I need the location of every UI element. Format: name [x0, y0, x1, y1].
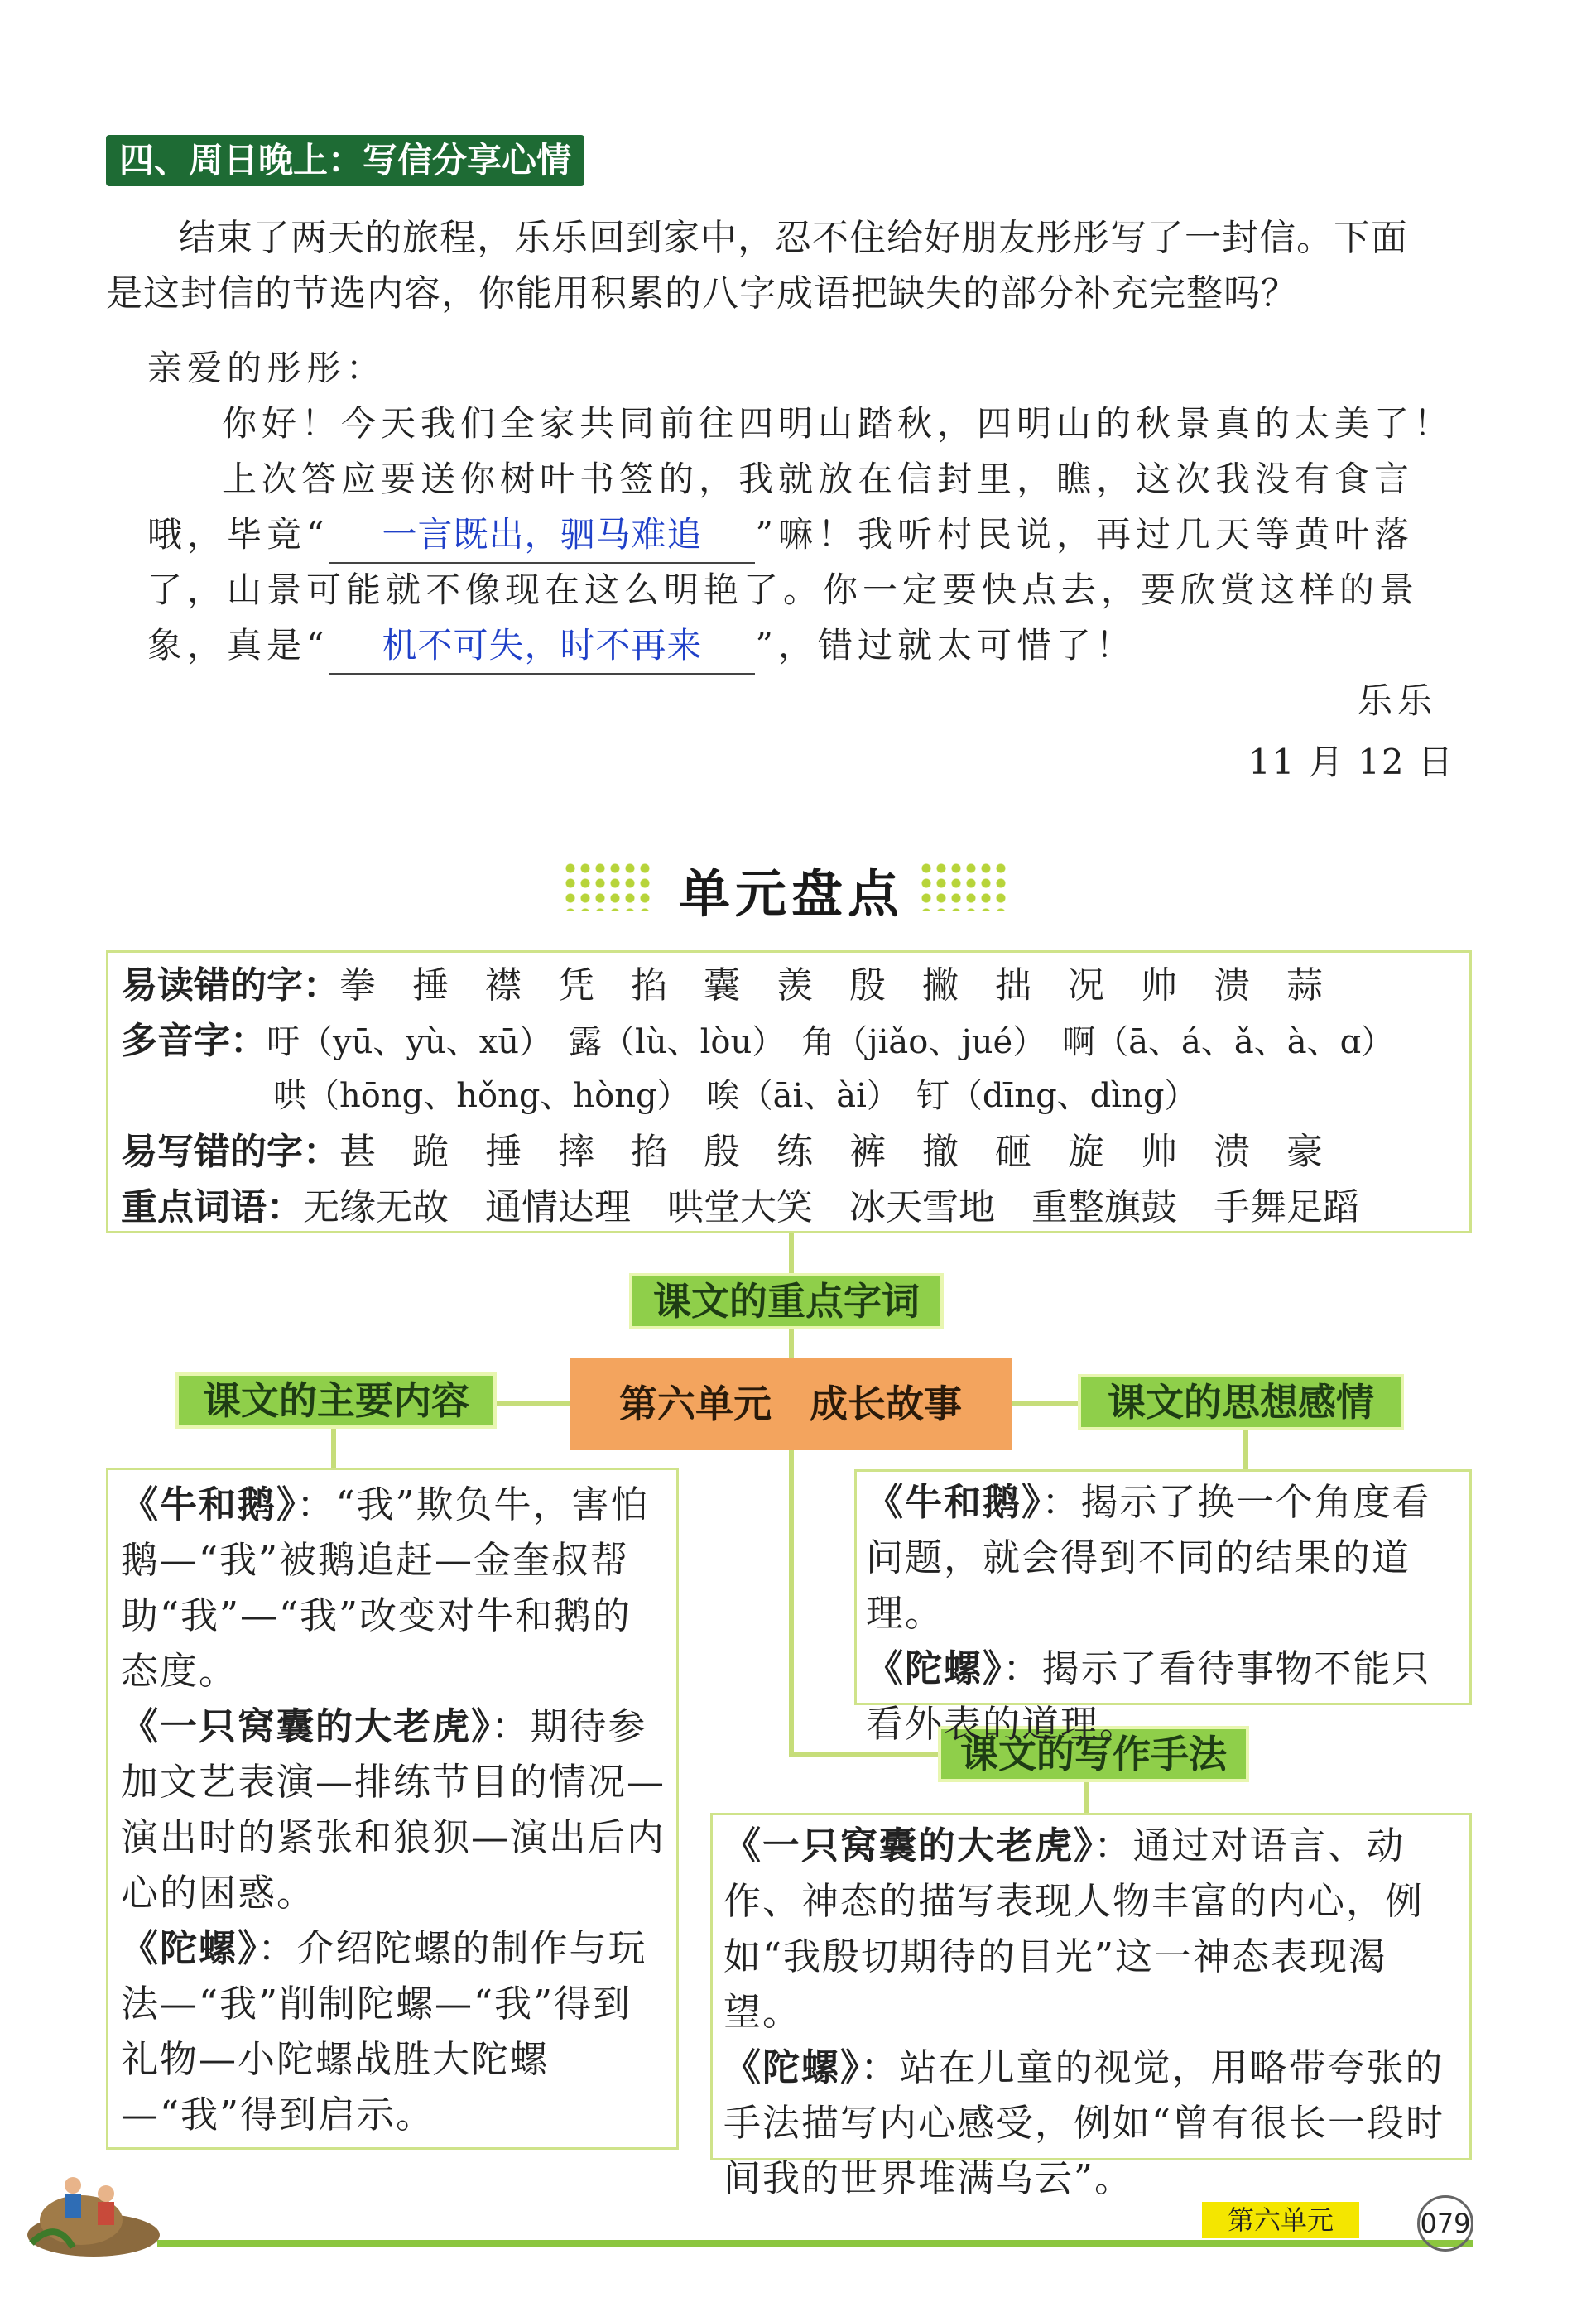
polyphone-row-2: 哄（hōng、hǒng、hòng） 唉（āi、ài） 钉（dīng、dìng）	[273, 1077, 1198, 1115]
letter-date: 11 月 12 日	[1248, 742, 1454, 782]
connector-right-down	[1243, 1428, 1248, 1469]
intro-line-2: 是这封信的节选内容，你能用积累的八字成语把缺失的部分补充完整吗？	[106, 272, 1298, 315]
letter-line-2: 上次答应要送你树叶书签的，我就放在信封里，瞧，这次我没有食言	[222, 459, 1415, 499]
footer-line	[157, 2240, 1473, 2247]
unit-review-title: 单元盘点	[679, 863, 905, 924]
answer-blank-2[interactable]: 机不可失，时不再来	[329, 618, 755, 675]
connector-top-center	[789, 1324, 794, 1358]
section-header: 四、周日晚上：写信分享心情	[106, 135, 584, 186]
letter-line-1: 你好！今天我们全家共同前往四明山踏秋，四明山的秋景真的太美了！	[222, 403, 1454, 444]
key-words-row: 重点词语：无缘无故 通情达理 哄堂大笑 冰天雪地 重整旗鼓 手舞足蹈	[121, 1186, 1359, 1228]
letter-greeting: 亲爱的彤彤：	[147, 348, 387, 388]
polyphone-row: 多音字：吁（yū、yù、xū） 露（lù、lòu） 角（jiǎo、jué） 啊（ā、á、ǎ、à、ɑ）	[121, 1020, 1395, 1062]
hard-write-row: 易写错的字：甚 跪 捶 摔 掐 殷 练 裤 撤 砸 旋 帅 溃 豪	[121, 1131, 1323, 1173]
page-number: 079	[1417, 2195, 1473, 2252]
connector-top-review	[789, 1233, 794, 1273]
connector-left-down	[331, 1428, 336, 1468]
letter-line-4: 了，山景可能就不像现在这么明艳了。你一定要快点去，要欣赏这样的景	[147, 570, 1420, 610]
connector-bottom	[789, 1752, 938, 1757]
connector-center-down	[789, 1450, 794, 1757]
connector-left	[497, 1401, 570, 1406]
letter-line-3: 哦，毕竟“ 一言既出，驷马难追 ”嘛！我听村民说，再过几天等黄叶落	[147, 507, 1414, 564]
letter-signature: 乐乐	[1358, 680, 1438, 721]
letter-line-5: 象，真是“ 机不可失，时不再来 ”，错过就太可惜了！	[147, 618, 1136, 675]
title-dots-left	[563, 861, 654, 911]
center-label: 第六单元 成长故事	[570, 1358, 1012, 1450]
writing-method-text: 《一只窝囊的大老虎》：通过对语言、动作、神态的描写表现人物丰富的内心，例如“我殷切期待的目光”这一神态表现渴望。 《陀螺》：站在儿童的视觉，用略带夸张的手法描写内心感受，例如“曾有很长一段时间我的世界堆满乌云”。	[723, 1824, 1445, 2200]
title-dots-right	[919, 861, 1010, 911]
thoughts-text: 《牛和鹅》：揭示了换一个角度看问题，就会得到不同的结果的道理。 《陀螺》：揭示了看待事物不能只看外表的道理。	[866, 1480, 1431, 1746]
main-content-text: 《牛和鹅》：“我”欺负牛，害怕鹅—“我”被鹅追赶—金奎叔帮助“我”—“我”改变对牛和鹅的态度。 《一只窝囊的大老虎》：期待参加文艺表演—排练节目的情况—演出时的紧张和狼狈—演出后内心的困惑。 《陀螺》：介绍陀螺的制作与玩法—“我”削制陀螺—“我”得到礼物—小陀螺战胜大陀螺—“我”得到启示。	[121, 1483, 666, 2136]
label-key-words: 课文的重点字词	[629, 1273, 944, 1329]
connector-right	[1012, 1401, 1078, 1406]
intro-line-1: 结束了两天的旅程，乐乐回到家中，忍不住给好朋友彤彤写了一封信。下面	[179, 217, 1408, 259]
connector-bottom-down	[1084, 1780, 1089, 1813]
label-thoughts: 课文的思想感情	[1078, 1374, 1404, 1430]
hard-read-row: 易读错的字：拳 捶 襟 凭 掐 囊 羡 殷 撇 拙 况 帅 溃 蒜	[121, 964, 1323, 1007]
label-main-content: 课文的主要内容	[175, 1372, 497, 1429]
hikers-illustration	[23, 2152, 164, 2260]
answer-blank-1[interactable]: 一言既出，驷马难追	[329, 507, 755, 564]
footer-unit-tag: 第六单元	[1202, 2202, 1359, 2238]
label-writing-method: 课文的写作手法	[938, 1726, 1249, 1782]
